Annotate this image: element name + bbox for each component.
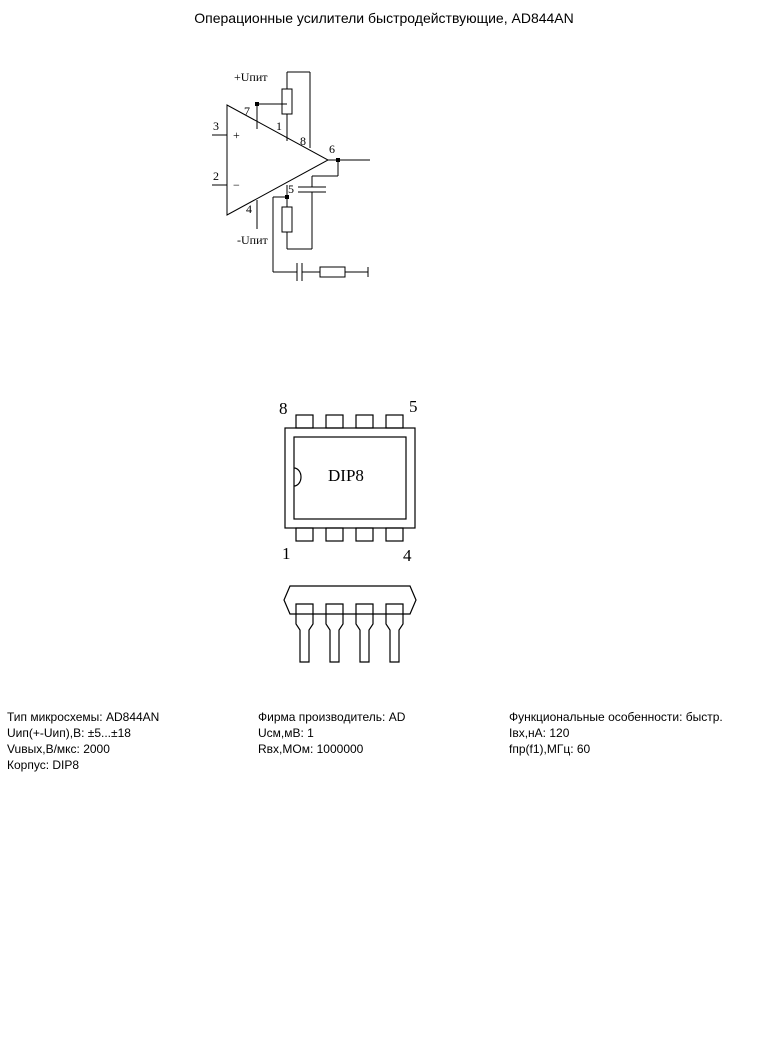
side-pin-1 — [296, 604, 313, 662]
spec-bandwidth: fпр(f1),МГц: 60 — [509, 742, 591, 756]
pin-1-label: 1 — [276, 119, 282, 133]
bottom-pin-1 — [296, 528, 313, 541]
package-name-label: DIP8 — [328, 466, 364, 485]
spec-supply-voltage: Uип(+-Uип),В: ±5...±18 — [7, 726, 131, 740]
ext-resistor — [320, 267, 345, 277]
pin-3-label: 3 — [213, 119, 219, 133]
specs-column-1 — [7, 709, 159, 773]
top-pin-6 — [356, 415, 373, 428]
junction-dots — [255, 102, 340, 199]
side-pin-4 — [386, 604, 403, 662]
side-pin-3 — [356, 604, 373, 662]
package-pin-8-label: 8 — [279, 399, 288, 418]
junction-dot-pin7 — [255, 102, 259, 106]
pin-8-label: 8 — [300, 134, 306, 148]
package-pin-1-label: 1 — [282, 544, 291, 563]
spec-offset-voltage: Uсм,мВ: 1 — [258, 726, 314, 740]
side-pin-2 — [326, 604, 343, 662]
inverting-sign: − — [233, 178, 240, 192]
spec-input-resistance: Rвх,МОм: 1000000 — [258, 742, 364, 756]
bottom-pin-2 — [326, 528, 343, 541]
spec-features: Функциональные особенности: быстр. — [509, 710, 723, 724]
opamp-schematic — [212, 72, 370, 281]
page-title: Операционные усилители быстродействующие, AD844AN — [194, 10, 574, 26]
pin-2-label: 2 — [213, 169, 219, 183]
pin-4-label: 4 — [246, 202, 252, 216]
junction-dot-pin6 — [336, 158, 340, 162]
spec-input-current: Iвх,нА: 120 — [509, 726, 570, 740]
top-pin-8 — [296, 415, 313, 428]
bottom-pin-3 — [356, 528, 373, 541]
pin-5-label: 5 — [288, 182, 294, 196]
upper-resistor — [282, 89, 292, 114]
spec-slew-rate: Vuвых,В/мкс: 2000 — [7, 742, 110, 756]
top-pin-5 — [386, 415, 403, 428]
spec-manufacturer: Фирма производитель: AD — [258, 710, 406, 724]
specs-column-2 — [258, 709, 405, 757]
bottom-pin-4 — [386, 528, 403, 541]
dip8-side-view — [284, 586, 416, 662]
schematic-labels — [213, 70, 335, 247]
package-pin-5-label: 5 — [409, 397, 418, 416]
pin-7-label: 7 — [244, 104, 250, 118]
supply-neg-label: -Uпит — [237, 233, 268, 247]
spec-chip-type: Тип микросхемы: AD844AN — [7, 710, 160, 724]
lower-resistor — [282, 207, 292, 232]
top-pin-7 — [326, 415, 343, 428]
pin1-notch — [294, 468, 301, 486]
package-pin-4-label: 4 — [403, 546, 412, 565]
side-body — [284, 586, 416, 614]
specs-column-3 — [509, 709, 723, 757]
supply-pos-label: +Uпит — [234, 70, 268, 84]
pin-6-label: 6 — [329, 142, 335, 156]
noninverting-sign: + — [233, 128, 240, 142]
spec-package: Корпус: DIP8 — [7, 758, 80, 772]
